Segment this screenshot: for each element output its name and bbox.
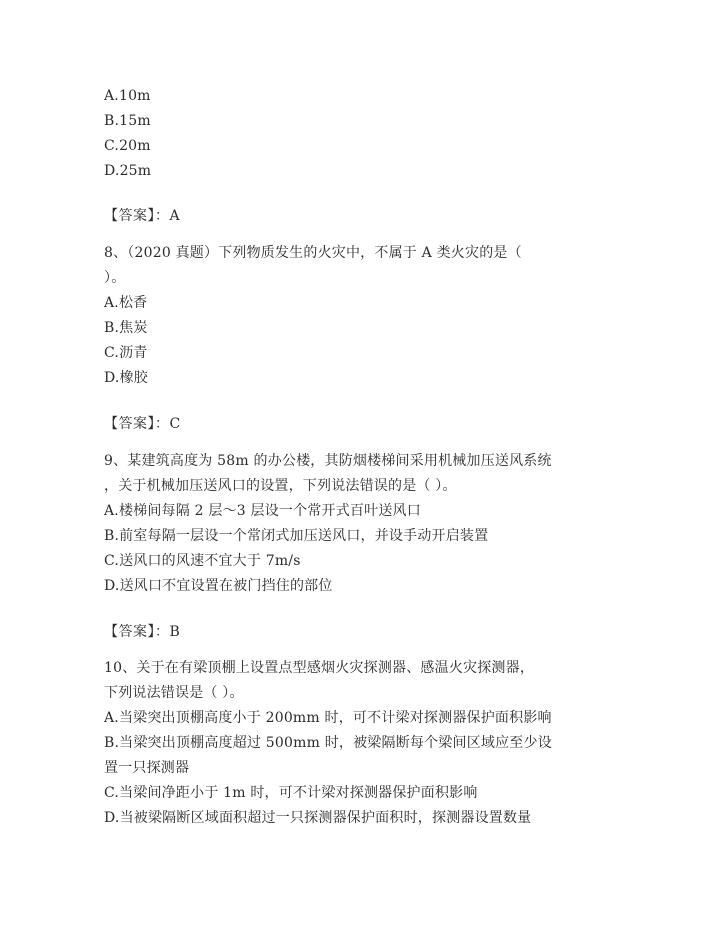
option-d: D.25m xyxy=(104,163,152,179)
option-a: A.楼梯间每隔 2 层～3 层设一个常开式百叶送风口 xyxy=(104,503,421,519)
option-b-continued: 置一只探测器 xyxy=(104,760,190,776)
option-c: C.沥青 xyxy=(104,345,148,361)
option-c: C.当梁间净距小于 1m 时，可不计梁对探测器保护面积影响 xyxy=(104,785,478,801)
option-b: B.15m xyxy=(104,113,151,129)
option-d: D.当被梁隔断区域面积超过一只探测器保护面积时，探测器设置数量 xyxy=(104,810,532,826)
question-9 xyxy=(104,449,634,599)
question-stem-line: 下列说法错误是（ ）。 xyxy=(104,685,244,701)
question-stem-line: ）。 xyxy=(104,270,126,286)
option-d: D.橡胶 xyxy=(104,370,148,386)
question-10 xyxy=(104,656,634,831)
answer-8: 【答案】：C xyxy=(104,416,181,432)
answer-7: 【答案】：A xyxy=(104,208,181,224)
question-stem-line: 10、关于在有梁顶棚上设置点型感烟火灾探测器、感温火灾探测器， xyxy=(104,660,535,676)
option-b: B.焦炭 xyxy=(104,320,148,336)
question-stem-line: 8、（2020 真题）下列物质发生的火灾中，不属于 A 类火灾的是（ xyxy=(104,245,522,261)
question-7-options xyxy=(104,84,634,184)
question-stem-line: 9、某建筑高度为 58m 的办公楼，其防烟楼梯间采用机械加压送风系统 xyxy=(104,453,552,469)
option-a: A.10m xyxy=(104,88,151,104)
option-a: A.松香 xyxy=(104,295,148,311)
option-c: C.送风口的风速不宜大于 7m/s xyxy=(104,553,301,569)
option-b: B.前室每隔一层设一个常闭式加压送风口，并设手动开启装置 xyxy=(104,528,489,544)
option-a: A.当梁突出顶棚高度小于 200mm 时，可不计梁对探测器保护面积影响 xyxy=(104,710,552,726)
option-b: B.当梁突出顶棚高度超过 500mm 时，被梁隔断每个梁间区域应至少设 xyxy=(104,735,552,751)
option-c: C.20m xyxy=(104,138,151,154)
question-8 xyxy=(104,241,634,391)
question-stem-line: ，关于机械加压送风口的设置，下列说法错误的是（ ）。 xyxy=(104,478,457,494)
option-d: D.送风口不宜设置在被门挡住的部位 xyxy=(104,578,333,594)
answer-9: 【答案】：B xyxy=(104,624,181,640)
